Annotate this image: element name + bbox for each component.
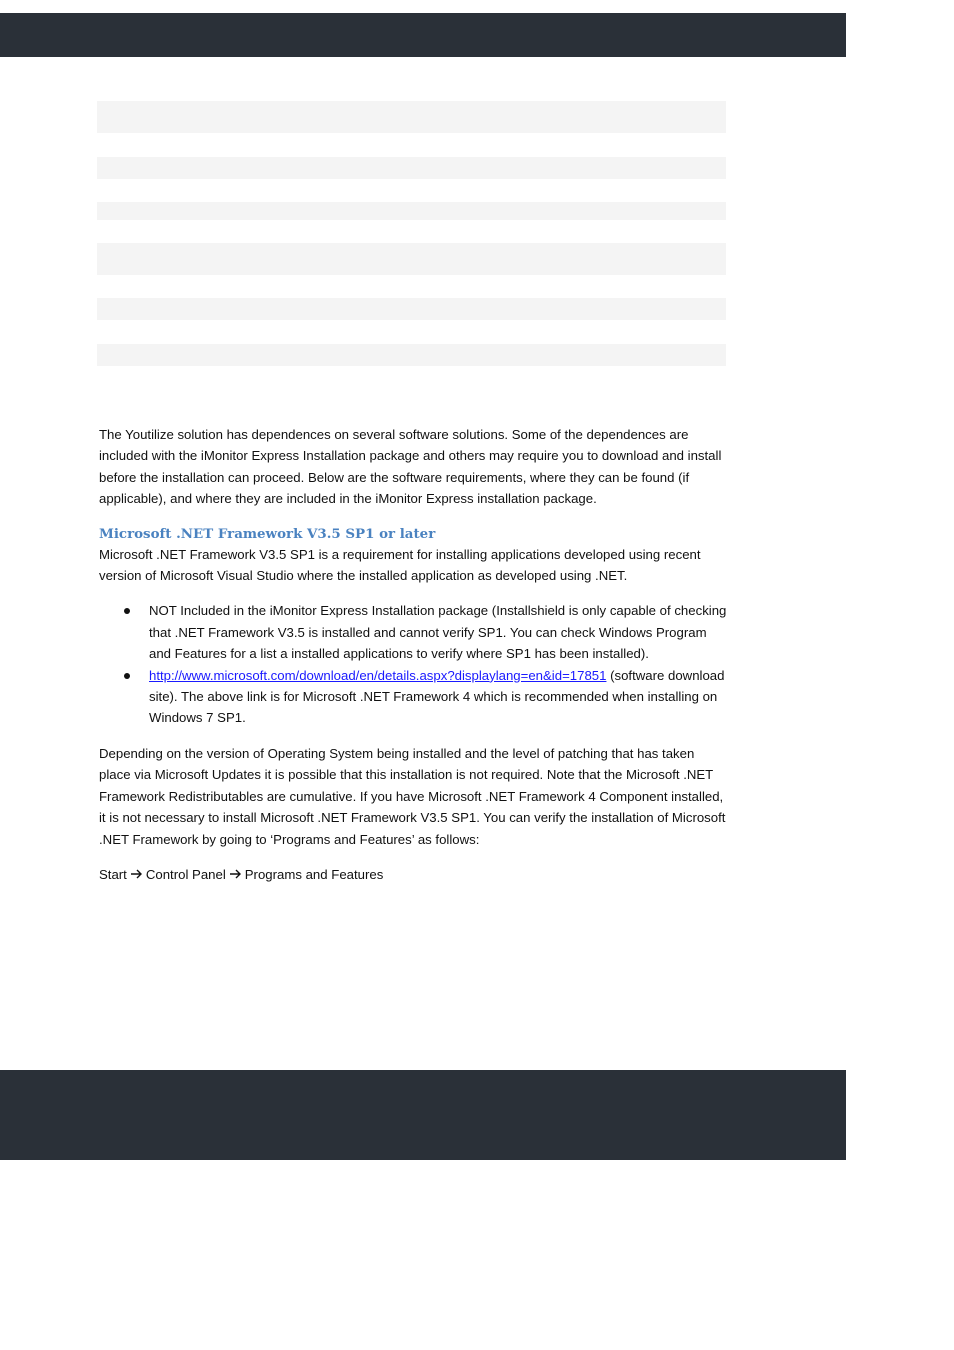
depending-paragraph: Depending on the version of Operating System being installed and the level of patching that has taken place via Microsoft Updates it is possible that this installation is not required. Note that the Microsoft .NET Framework Redistributables are cumulative. If you have Microsoft .NET Framework 4 Component installed, it is not necessary to install Microsoft .NET Framework V3.5 SP1. You can verify the installation of Microsoft .NET Framework by going to ‘Programs and Features’ as follows: [99, 745, 726, 847]
placeholder-bar [97, 202, 726, 220]
list-item [99, 665, 729, 729]
placeholder-bar [97, 344, 726, 366]
download-link[interactable]: http://www.microsoft.com/download/en/details.aspx?displaylang=en&id=17851 [149, 667, 607, 683]
header-band [0, 13, 846, 57]
bullet-icon [124, 608, 130, 614]
footer-band [0, 1070, 846, 1160]
placeholder-bar [97, 243, 726, 275]
list-item-text: NOT Included in the iMonitor Express Installation package (Installshield is only capable of checking that .NET Framework V3.5 is installed and cannot verify SP1. You can check Windows Program and Features for a list a installed applications to verify where SP1 has been installed). [149, 603, 727, 662]
placeholder-bar [97, 101, 726, 133]
arrow-right-icon [131, 864, 143, 885]
path-step-control-panel: Control Panel [145, 866, 226, 882]
arrow-right-icon [230, 864, 242, 885]
section-description: Microsoft .NET Framework V3.5 SP1 is a requirement for installing applications developed using recent version of Microsoft Visual Studio where the installed application as developed using .NET. [99, 546, 701, 584]
section-heading: Microsoft .NET Framework V3.5 SP1 or later [99, 525, 436, 542]
document-body [99, 424, 729, 885]
intro-paragraph: The Youtilize solution has dependences on several software solutions. Some of the dependences are included with the iMonitor Express Installation package and others may require you to download and install before the installation can proceed. Below are the software requirements, where they can be found (if applicable), and where they are included in the iMonitor Express installation package. [99, 427, 722, 507]
placeholder-bar [97, 157, 726, 179]
path-step-start: Start [99, 866, 127, 882]
requirements-list [99, 600, 729, 728]
list-item-text: (software download site). The above link is for Microsoft .NET Framework 4 which is recommended when installing on Windows 7 SP1. [149, 667, 725, 726]
list-item [99, 600, 729, 664]
placeholder-bar [97, 298, 726, 320]
navigation-path [99, 864, 729, 885]
bullet-icon [124, 673, 130, 679]
path-step-programs: Programs and Features [244, 866, 384, 882]
